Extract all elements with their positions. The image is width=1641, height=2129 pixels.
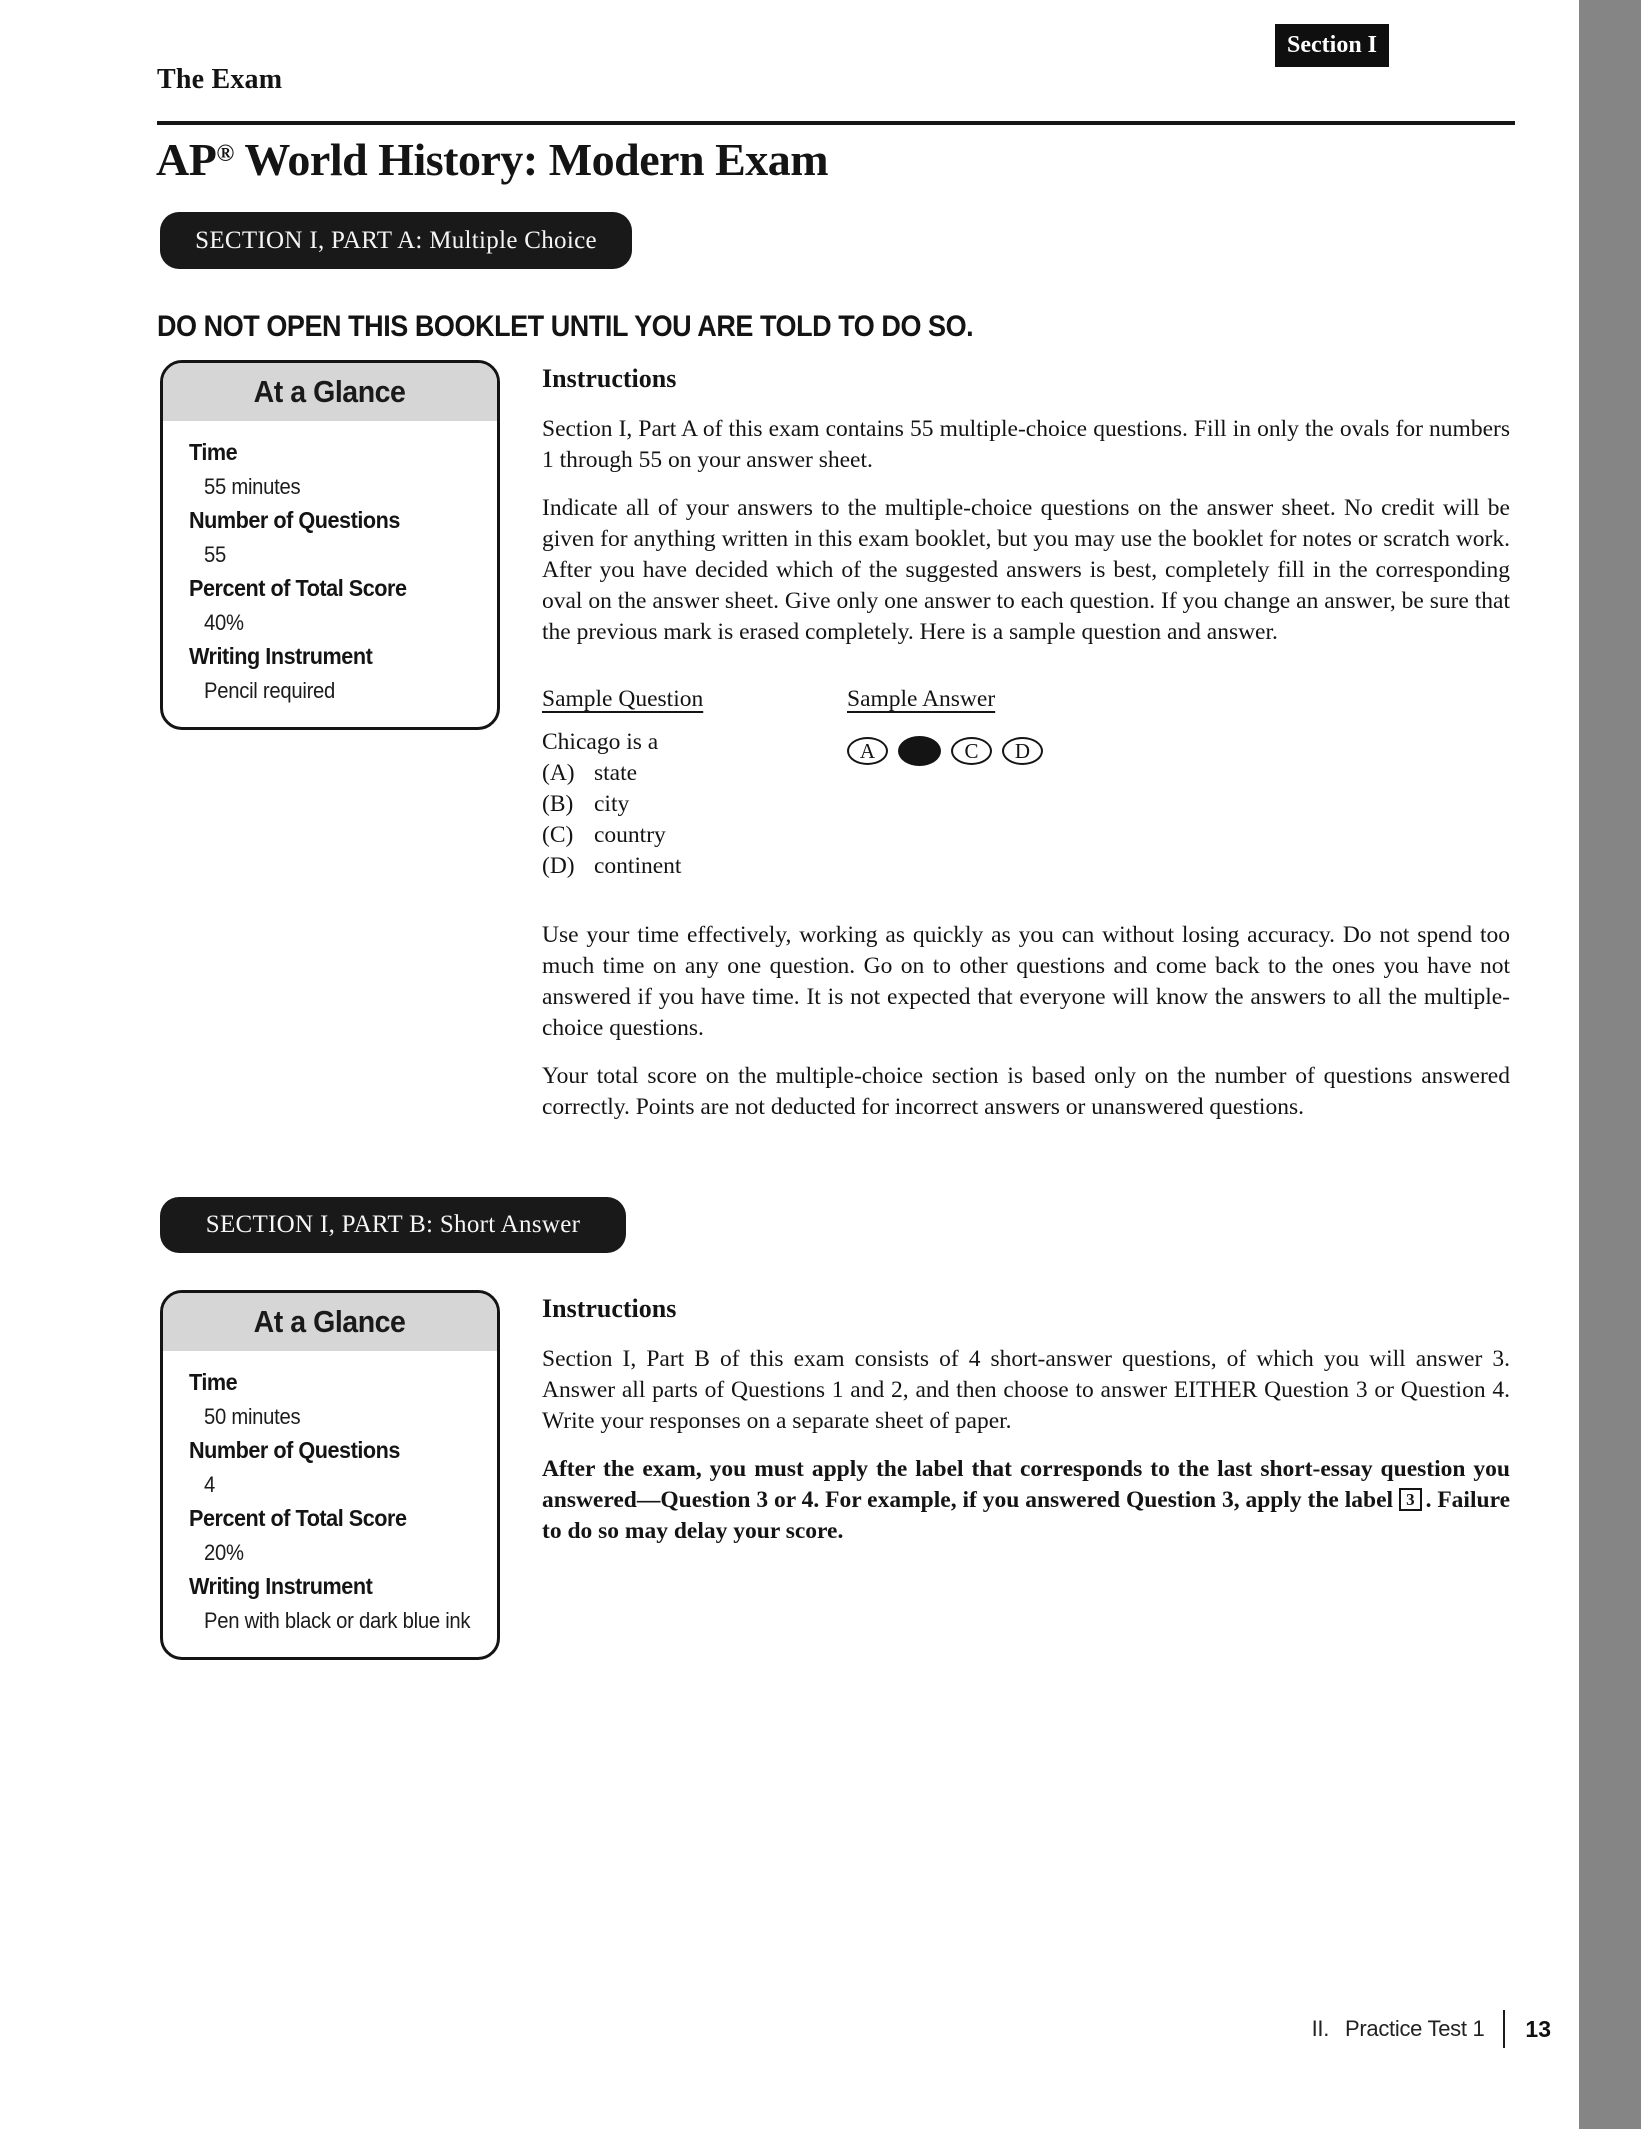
- glance-title: At a Glance: [254, 374, 406, 409]
- answer-bubble-b-filled: [898, 736, 941, 766]
- glance-label: Time: [189, 1369, 238, 1395]
- paragraph: Section I, Part B of this exam consists of 4 short-answer questions, of which you will answer 3. Answer all parts of Questions 1 and 2, and then choose to answer EITHER Question 3 or Question 4. Write your responses on a separate sheet of paper.: [542, 1346, 1510, 1434]
- part-a-row: [160, 360, 1510, 1140]
- glance-label: Number of Questions: [189, 1437, 400, 1463]
- paragraph: Use your time effectively, working as quickly as you can without losing accuracy. Do not spend too much time on any one question. Go on to other questions and come back to the ones you have not answered if you have time. It is not expected that everyone will know the answers to all the multiple-choice questions.: [542, 922, 1510, 1041]
- footer-label: Practice Test 1: [1345, 2016, 1485, 2041]
- glance-value: Pencil required: [204, 678, 336, 703]
- footer-divider: [1503, 2010, 1505, 2048]
- glance-value: 55 minutes: [204, 474, 301, 499]
- glance-header: [163, 363, 497, 421]
- warning-heading: DO NOT OPEN THIS BOOKLET UNTIL YOU ARE TOLD TO DO SO.: [157, 310, 974, 343]
- registered-mark: ®: [216, 141, 235, 167]
- question-label-box: 3: [1399, 1488, 1422, 1511]
- sample-answer-heading: Sample Answer: [847, 686, 996, 712]
- chapter-eyebrow: The Exam: [157, 64, 283, 95]
- title-main: AP: [156, 134, 217, 185]
- glance-value: 55: [204, 542, 226, 567]
- label-warning-paragraph: After the exam, you must apply the label that corresponds to the last short-essay question you answered—Question 3 or 4. For example, if you answered Question 3, apply the label 3 . Failure to do so may delay your score.: [542, 1456, 1510, 1544]
- page-edge-band: [1579, 0, 1641, 2129]
- paragraph: Indicate all of your answers to the multiple-choice questions on the answer sheet. No credit will be given for anything written in this exam booklet, but you may use the booklet for notes or scratch work. After you have decided which of the suggested answers is best, completely fill in the corresponding oval on the answer sheet. Give only one answer to each question. If you change an answer, be sure that the previous mark is erased completely. Here is a sample question and answer.: [542, 495, 1510, 645]
- sample-answer-column: [847, 684, 1510, 882]
- glance-label: Writing Instrument: [189, 643, 373, 669]
- sample-question-answer-block: [542, 684, 1510, 882]
- footer-chapter: II.: [1311, 2016, 1330, 2041]
- answer-bubble-c: C: [951, 737, 992, 765]
- answer-option: (D) continent: [542, 853, 682, 879]
- glance-value: Pen with black or dark blue ink: [204, 1608, 471, 1633]
- glance-body: [163, 1351, 497, 1657]
- answer-option: (A) state: [542, 760, 638, 786]
- instructions-column-part-b: [542, 1290, 1510, 1660]
- glance-label: Number of Questions: [189, 507, 400, 533]
- glance-value: 4: [204, 1472, 215, 1497]
- page-title: [156, 133, 828, 186]
- at-a-glance-box-part-b: [160, 1290, 500, 1660]
- paragraph: Your total score on the multiple-choice section is based only on the number of questions answered correctly. Points are not deducted for incorrect answers or unanswered questions.: [542, 1063, 1510, 1120]
- sample-question-heading: Sample Question: [542, 686, 704, 712]
- page-footer: [1312, 2010, 1551, 2048]
- glance-value: 20%: [204, 1540, 244, 1565]
- glance-body: [163, 421, 497, 727]
- header-rule: [157, 121, 1515, 125]
- section-part-b-pill: SECTION I, PART B: Short Answer: [160, 1197, 626, 1253]
- part-b-row: [160, 1290, 1510, 1660]
- paragraph: Section I, Part A of this exam contains 55 multiple-choice questions. Fill in only the ovals for numbers 1 through 55 on your answer sheet.: [542, 416, 1510, 473]
- at-a-glance-box-part-a: [160, 360, 500, 730]
- glance-label: Writing Instrument: [189, 1573, 373, 1599]
- glance-label: Percent of Total Score: [189, 1505, 407, 1531]
- glance-label: Percent of Total Score: [189, 575, 407, 601]
- instructions-column-part-a: [542, 360, 1510, 1140]
- answer-option: (C) country: [542, 822, 666, 848]
- section-part-a-pill: SECTION I, PART A: Multiple Choice: [160, 212, 632, 269]
- title-rest: World History: Modern Exam: [234, 134, 829, 185]
- glance-value: 50 minutes: [204, 1404, 301, 1429]
- glance-value: 40%: [204, 610, 244, 635]
- answer-bubble-d: D: [1002, 737, 1043, 765]
- answer-option: (B) city: [542, 791, 630, 817]
- section-tab: Section I: [1275, 24, 1389, 67]
- answer-bubble-a: A: [847, 737, 888, 765]
- glance-title: At a Glance: [254, 1304, 406, 1339]
- sample-question-column: [542, 684, 847, 882]
- sample-question-stem: Chicago is a: [542, 729, 659, 755]
- instructions-heading: Instructions: [542, 1294, 677, 1323]
- glance-header: [163, 1293, 497, 1351]
- glance-label: Time: [189, 439, 238, 465]
- instructions-heading: Instructions: [542, 364, 677, 393]
- answer-bubble-row: [847, 736, 1510, 766]
- footer-page-number: 13: [1525, 2015, 1551, 2042]
